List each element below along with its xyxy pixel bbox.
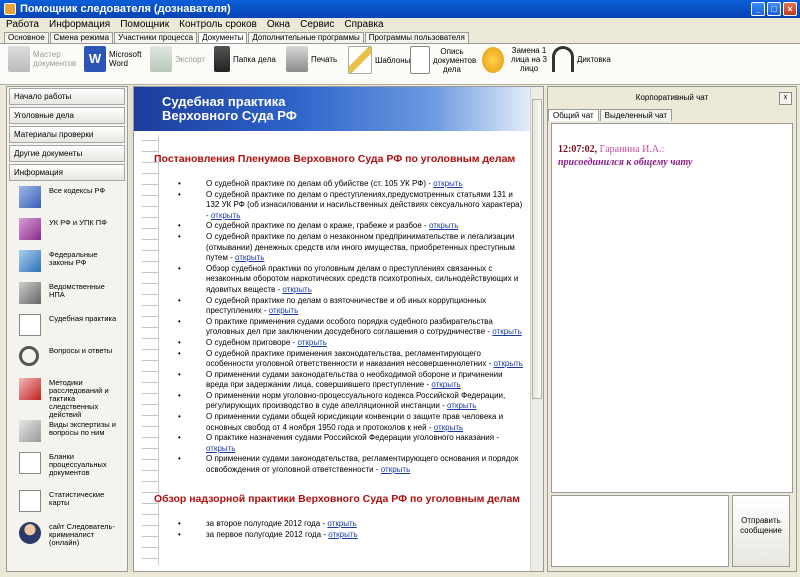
- list-item: • О применении норм уголовно-процессуального кодекса Российской Федерации, регулирующих производство в суде апелляционной инстанции - открыть: [178, 391, 523, 412]
- headset-icon: [552, 46, 574, 72]
- open-link[interactable]: открыть: [328, 529, 358, 539]
- chat-log: [551, 123, 793, 493]
- tab-programmy-polzovatelya[interactable]: Программы пользователя: [365, 32, 469, 43]
- open-link[interactable]: открыть: [493, 359, 523, 369]
- chat-message: присоединился к общему чату: [558, 157, 693, 168]
- printer-icon: [286, 46, 308, 72]
- methods-icon: [19, 378, 41, 400]
- ribbon-tabs: [0, 32, 800, 43]
- list-item: • за первое полугодие 2012 года - открыть: [178, 530, 523, 541]
- print-button[interactable]: Печать: [286, 46, 338, 72]
- open-link[interactable]: открыть: [210, 210, 241, 220]
- list-item-text: О судебной практике по делам о краже, грабеже и разбое: [206, 221, 422, 231]
- chat-author: Гаранина И.А.:: [599, 144, 665, 155]
- judicial-practice-icon: [19, 314, 41, 336]
- list-item-text: О применении норм уголовно-процессуального кодекса Российской Федерации, регулирующих производство в суде апелляционной инстанции: [206, 390, 506, 411]
- list-item-text: О судебной практике применения законодательства, регламентирующего особенности уголовной ответственности и наказания несовершеннолетних: [206, 348, 487, 369]
- list-item-text: О практике назначения судами Российской Федерации уголовного наказания: [206, 433, 495, 443]
- page-banner: [134, 87, 532, 131]
- open-link[interactable]: открыть: [297, 337, 327, 347]
- list-item-text: О применении судами законодательства о необходимой обороне и причинении вреда при задержании лица, совершившего преступление: [206, 369, 503, 390]
- templates-button[interactable]: Шаблоны: [348, 46, 404, 74]
- sidebar-item-qa[interactable]: Вопросы и ответы: [9, 343, 125, 373]
- sidebar-section-nachalo[interactable]: Начало работы: [9, 88, 125, 105]
- document-list-button[interactable]: Опись документов дела: [410, 46, 474, 74]
- replace-person-button[interactable]: Замена 1 лица на 3 лицо: [482, 46, 552, 73]
- navigation-sidebar: [6, 86, 128, 572]
- tab-general-chat[interactable]: Общий чат: [548, 109, 599, 121]
- word-icon: W: [84, 46, 106, 72]
- scrollbar-thumb[interactable]: [532, 99, 542, 399]
- export-button[interactable]: Экспорт: [150, 46, 208, 72]
- sidebar-section-materialy[interactable]: Материалы проверки: [9, 126, 125, 143]
- supervisory-review-list: [178, 519, 523, 540]
- tab-smena-rezhima[interactable]: Смена режима: [50, 32, 113, 43]
- list-item: • О судебном приговоре - открыть: [178, 338, 523, 349]
- menu-informatsiya[interactable]: Информация: [49, 19, 111, 30]
- list-item-text: О судебной практике по делам об убийстве (ст. 105 УК РФ): [206, 179, 427, 188]
- chat-message-input[interactable]: [551, 495, 729, 567]
- list-item: • О судебной практике по делам о незаконном предпринимательстве и легализации (отмывании) денежных средств или иного имущества, приобретенных преступным путем - открыть: [178, 232, 523, 264]
- app-icon: [4, 3, 16, 15]
- send-message-button[interactable]: Отправить сообщение: [732, 495, 790, 567]
- sidebar-section-ugolovnye-dela[interactable]: Уголовные дела: [9, 107, 125, 124]
- title-bar: [0, 0, 800, 18]
- chat-message-header: [558, 144, 664, 155]
- list-item: • О практике назначения судами Российской Федерации уголовного наказания - открыть: [178, 433, 523, 454]
- list-item-text: Обзор судебной практики по уголовным делам о преступлениях связанных с незаконным оборотом наркотических средств психотропных, сильнодействующих и ядовитых веществ: [206, 263, 519, 294]
- master-documents-button[interactable]: Мастер документов: [8, 46, 78, 72]
- minimize-button[interactable]: _: [751, 2, 765, 16]
- sidebar-item-judicial-practice[interactable]: Судебная практика: [9, 311, 125, 341]
- list-item-text: О практике применения судами особого порядка судебного разбирательства уголовных дел при заключении досудебного соглашения о сотрудничестве: [206, 316, 493, 337]
- list-item-text: О судебной практике по делам о преступлениях,предусмотренных статьями 131 и 132 УК РФ (об изнасиловании и насильственных действиях сексуального характера): [206, 189, 523, 210]
- list-item-text: О применении судами общей юрисдикции конвенции о защите прав человека и основных свобод от 4 ноября 1950 года и протоколов к ней: [206, 412, 504, 432]
- toolbar: [0, 43, 800, 85]
- open-link[interactable]: открыть: [282, 284, 312, 294]
- tab-dop-programmy[interactable]: Дополнительные программы: [248, 32, 363, 43]
- chat-time: 12:07:02,: [558, 144, 598, 155]
- replace-icon: [482, 47, 504, 73]
- tab-dokumenty[interactable]: Документы: [198, 32, 247, 43]
- menu-okna[interactable]: Окна: [266, 19, 291, 30]
- menu-kontrol-srokov[interactable]: Контроль сроков: [179, 19, 257, 30]
- open-link[interactable]: открыть: [206, 443, 236, 453]
- website-icon: [19, 522, 41, 544]
- open-link[interactable]: открыть: [447, 401, 477, 411]
- list-item: • за второе полугодие 2012 года - открыть: [178, 519, 523, 530]
- blank-forms-icon: [19, 452, 41, 474]
- section-plenum-title: Постановления Пленумов Верховного Суда РФ по уголовным делам: [154, 153, 516, 165]
- menu-pomoshchnik[interactable]: Помощник: [120, 19, 170, 30]
- menu-spravka[interactable]: Справка: [344, 19, 384, 30]
- magnifier-icon: [19, 346, 39, 366]
- tab-uchastniki[interactable]: Участники процесса: [114, 32, 197, 43]
- criminal-code-icon: [19, 218, 41, 240]
- tab-osnovnoe[interactable]: Основное: [4, 32, 49, 43]
- list-item-text: О применении судами законодательства, регламентирующего основания и порядок освобождения от уголовной ответственности: [206, 454, 519, 475]
- open-link[interactable]: открыть: [431, 380, 461, 390]
- word-button[interactable]: W Microsoft Word: [84, 46, 140, 72]
- open-link[interactable]: открыть: [234, 253, 265, 263]
- open-link[interactable]: открыть: [492, 327, 522, 337]
- open-link[interactable]: открыть: [268, 306, 299, 316]
- section-review-title: Обзор надзорной практики Верховного Суда РФ по уголовным делам: [154, 493, 521, 505]
- federal-laws-icon: [19, 250, 41, 272]
- sidebar-item-stat-cards[interactable]: Статистические карты: [9, 487, 125, 517]
- chat-header: Корпоративный чат: [635, 93, 709, 102]
- list-item: • О судебной практике по делам о преступлениях,предусмотренных статьями 131 и 132 УК РФ (об изнасиловании и насильственных действиях сексуального характера) - открыть: [178, 190, 523, 222]
- window-title: Помощник следователя (дознавателя): [20, 3, 231, 15]
- sidebar-section-drugie[interactable]: Другие документы: [9, 145, 125, 162]
- sidebar-item-expertise[interactable]: Виды экспертизы и вопросы по ним: [9, 417, 125, 447]
- menu-bar: [0, 18, 800, 32]
- list-item: • О судебной практике применения законодательства, регламентирующего особенности уголовной ответственности и наказания несовершеннолетних - открыть: [178, 349, 523, 370]
- stat-cards-icon: [19, 490, 41, 512]
- dictation-button[interactable]: Диктовка: [552, 46, 612, 72]
- menu-servis[interactable]: Сервис: [300, 19, 335, 30]
- list-item-text: за второе полугодие 2012 года: [206, 519, 321, 528]
- sidebar-item-all-codes[interactable]: Все кодексы РФ: [9, 183, 125, 213]
- list-item: • О применении судами законодательства о необходимой обороне и причинении вреда при задержании лица, совершившего преступление - открыть: [178, 370, 523, 391]
- excel-export-icon: [150, 46, 172, 72]
- departmental-acts-icon: [19, 282, 41, 304]
- list-item-text: за первое полугодие 2012 года: [206, 529, 322, 539]
- pencil-icon: [348, 46, 372, 74]
- sidebar-item-departmental-acts[interactable]: Ведомственные НПА: [9, 279, 125, 309]
- list-item-text: О судебной практике по делам о взяточничестве и об иных коррупционных преступлениях: [206, 295, 487, 316]
- sidebar-item-website[interactable]: сайт Следователь-криминалист (онлайн): [9, 519, 125, 555]
- chat-panel: [547, 86, 797, 572]
- open-link[interactable]: открыть: [428, 221, 459, 231]
- close-button[interactable]: ×: [783, 2, 797, 16]
- page-title: Судебная практика Верховного Суда РФ: [162, 94, 297, 123]
- list-item-text: О судебной практике по делам о незаконном предпринимательстве и легализации (отмывании) денежных средств или иного имущества, приобретенных преступным путем: [206, 231, 515, 263]
- list-item: • О практике применения судами особого порядка судебного разбирательства уголовных дел при заключении досудебного соглашения о сотрудничестве - открыть: [178, 317, 523, 338]
- sidebar-item-methods[interactable]: Методики расследований и тактика следственных действий: [9, 375, 125, 415]
- list-item: • О судебной практике по делам об убийстве (ст. 105 УК РФ) - открыть: [178, 179, 523, 190]
- list-item: • О судебной практике по делам о краже, грабеже и разбое - открыть: [178, 221, 523, 232]
- list-item: • О применении судами законодательства, регламентирующего основания и порядок освобождения от уголовной ответственности - открыть: [178, 454, 523, 475]
- list-item: • Обзор судебной практики по уголовным делам о преступлениях связанных с незаконным оборотом наркотических средств психотропных, сильнодействующих и ядовитых веществ - открыть: [178, 264, 523, 296]
- open-link[interactable]: открыть: [380, 465, 411, 475]
- list-item: • О применении судами общей юрисдикции конвенции о защите прав человека и основных свобод от 4 ноября 1950 года и протоколов к ней - открыть: [178, 412, 523, 433]
- open-link[interactable]: открыть: [433, 179, 463, 188]
- close-icon[interactable]: x: [779, 92, 792, 105]
- maximize-button[interactable]: □: [767, 2, 781, 16]
- list-item-text: О судебном приговоре: [206, 337, 291, 347]
- expertise-icon: [19, 420, 41, 442]
- case-folder-icon: [214, 46, 230, 72]
- document-viewer: [133, 86, 544, 572]
- plenum-resolutions-list: [178, 179, 523, 476]
- open-link[interactable]: открыть: [327, 519, 357, 528]
- open-link[interactable]: открыть: [433, 422, 464, 432]
- sidebar-item-blank-forms[interactable]: Бланки процессуальных документов: [9, 449, 125, 485]
- sidebar-item-uk-upk[interactable]: УК РФ и УПК ПФ: [9, 215, 125, 245]
- codes-icon: [19, 186, 41, 208]
- content-scrollbar[interactable]: [530, 87, 543, 571]
- case-folder-button[interactable]: Папка дела: [214, 46, 278, 72]
- sidebar-item-federal-laws[interactable]: Федеральные законы РФ: [9, 247, 125, 277]
- tab-private-chat[interactable]: Выделенный чат: [600, 109, 672, 121]
- menu-rabota[interactable]: Работа: [6, 19, 39, 30]
- sidebar-section-informatsiya[interactable]: Информация: [9, 164, 125, 181]
- document-list-icon: [410, 46, 430, 74]
- wizard-icon: [8, 46, 30, 72]
- list-item: • О судебной практике по делам о взяточничестве и об иных коррупционных преступлениях - открыть: [178, 296, 523, 317]
